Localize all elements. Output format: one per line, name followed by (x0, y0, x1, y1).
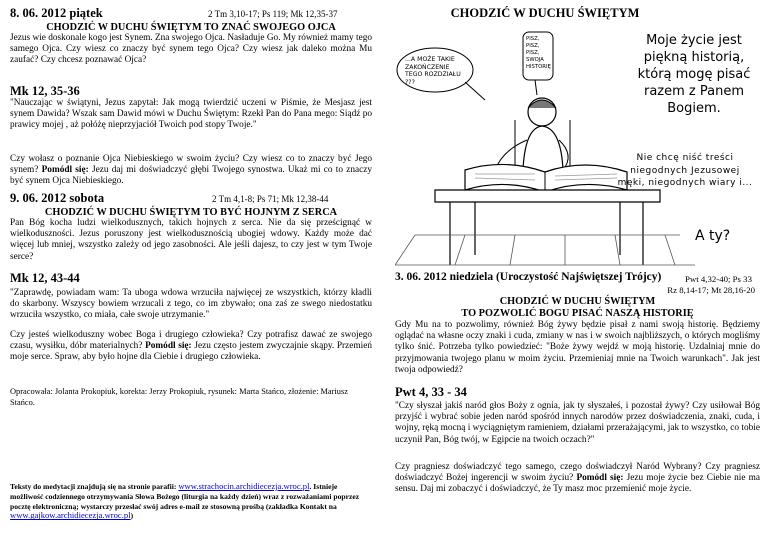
readings-saturday: 2 Tm 4,1-8; Ps 71; Mk 12,38-44 (212, 194, 329, 204)
reflection-saturday-text-b: Jezu często jestem zwyczajnie skąpy. Przemień moje serce. Spraw, aby było hojne dla Ciebie i drugiego człowieka. (10, 341, 372, 363)
handwritten-note-3: A ty? (695, 228, 731, 244)
illustration (395, 20, 760, 270)
pray-label-sunday: Pomódl się: (576, 473, 624, 484)
date-friday: 8. 06. 2012 piątek (10, 6, 103, 20)
quote-mk-12-35: "Nauczając w świątyni, Jezus zapytał: Jak mogą twierdzić uczeni w Piśmie, że Mesjasz jest synem Dawida? Wszak sam Dawid mówi w Duchu Świętym: Rzekł Pan do Pana mego: Siądź po prawicy mojej , aż połóżę nieprzyjaciół Twoich pod stopy Twoje." (10, 98, 372, 131)
footer-text-b: . Istnieje możliwość codziennego otrzymywania Słowa Bożego (liturgia na każdy dzień) wraz z rozważaniami poprzez pocztę elektroniczną; wystarczy przesłać swój adres e-mail ze stosowną prośbą (zakładka Kontakt na (10, 482, 360, 511)
title-friday: CHODZIĆ W DUCHU ŚWIĘTYM TO ZNAĆ SWOJEGO OJCA (46, 22, 336, 33)
handwritten-note-1: Moje życie jest piękną historią, którą mogę pisać razem z Panem Bogiem. (637, 33, 751, 116)
pray-label-friday: Pomódl się: (41, 165, 89, 176)
title-sunday-line1: CHODZIĆ W DUCHU ŚWIĘTYM (499, 296, 656, 307)
reflection-friday-text-b: Jezu daj mi doświadczyć głębi Twojego synostwa. Ukaż mi co to znaczy być synem Ojca Niebieskiego. (10, 165, 372, 187)
left-column (10, 0, 372, 543)
reflection-friday-text-a: Czy wołasz o poznanie Ojca Niebieskiego w swoim życiu? Czy wiesz co to znaczy być Jego synem? (10, 154, 372, 176)
reflection-friday (10, 154, 372, 188)
date-saturday: 9. 06. 2012 sobota (10, 191, 105, 205)
bubble-top-text: PISZ, PISZ, PISZ, SWOJA HISTORIĘ (526, 36, 551, 70)
heading-pwt-4-33: Pwt 4, 33 - 34 (395, 385, 467, 399)
intro-sunday: Gdy Mu na to pozwolimy, również Bóg żywy będzie pisał z nami swoją historię. Będziemy oglądać na własne oczy znaki i cuda, zmiany w nas i w swoich najbliższych, o których mogliśmy tylko śnić. Potrzeba tylko powiedzieć: "Boże żywy wejdź w moją historię. Uzdalniaj mnie do przyjmowania twojego planu w moim życiu. Przemieniaj mnie na Twoich warunkach". Jak jest twoja odpowiedź? (395, 320, 760, 375)
intro-saturday: Pan Bóg kocha ludzi wielkodusznych, takich hojnych z serca. Nie da się prześcignąć w wielkoduszności. Jezus poruszony jest wielkodusznością ubogiej wdowy. Każdy może dać więcej lub mniej, wszystko zależy od jego zasobności. Ale jeśli dajesz, to czy jest w tym Twoje serce? (10, 218, 372, 262)
pray-label-saturday: Pomódl się: (145, 341, 192, 352)
footer-note (10, 482, 372, 521)
title-sunday-line2: TO POZWOLIĆ BOGU PISAĆ NASZĄ HISTORIĘ (461, 308, 694, 319)
reflection-sunday-text-a: Czy pragniesz doświadczyć tego samego, czego doświadczył Naród Wybrany? Czy pragniesz doświadczyć Bożej ingerencji w swoim życiu? (395, 462, 760, 484)
page-title: CHODZIĆ W DUCHU ŚWIĘTYM (450, 6, 640, 20)
heading-mk-12-35: Mk 12, 35-36 (10, 84, 80, 98)
reflection-sunday-text-b: Jezu moje życie bez Ciebie nie ma sensu. Daj mi zobaczyć i doświadczyć, że Ty masz moc przemienić moje życie. (395, 473, 760, 495)
parish-link-gajkow[interactable]: www.gajkow.archidiecezja.wroc.pl (10, 510, 131, 521)
quote-mk-12-43: "Zaprawdę, powiadam wam: Ta uboga wdowa wrzuciła najwięcej ze wszystkich, którzy kładli do skarbony. Wszyscy bowiem wrzucali z tego, co im zbywało; ona zaś ze swego niedostatku wrzuciła wszystko, co miała, całe swoje utrzymanie." (10, 288, 372, 321)
bubble-left-text: ...A MOŻE TAKIE ZAKOŃCZENIE TEGO ROZDZIAŁU ??? (405, 56, 461, 86)
intro-friday: Jezus wie doskonale kogo jest Synem. Zna swojego Ojca. Nasładuje Go. My również mamy tego samego Ojca. Czy wiesz co znaczy być synem tego Ojca? Czy wiesz jak daleko można Mu zaufać? Czy chcesz poznawać Ojca? (10, 33, 372, 66)
readings-friday: 2 Tm 3,10-17; Ps 119; Mk 12,35-37 (208, 9, 338, 19)
reflection-saturday-text-a: Czy jesteś wielkoduszny wobec Boga i drugiego człowieka? Czy potrafisz dawać ze swojego czasu, wysiłku, dóbr materialnych? (10, 330, 372, 352)
quote-pwt-4-33: "Czy słyszał jakiś naród głos Boży z ognia, jak ty słyszałeś, i pozostał żywy? Czy usiłował Bóg przyjść i wybrać sobie jeden naród spośród innych narodów przez doświadczenia, znaki, cuda, i wojny, ręką mocną i wyciągniętym ramieniem, działami przerażającymi, jak to wszystko, co tobie uczynił Pan, Bóg twój, w Egipcie na twoich oczach?" (395, 401, 760, 445)
date-sunday: 3. 06. 2012 niedziela (Uroczystość Najświętszej Trójcy) (395, 271, 662, 283)
credits: Opracowała: Jolanta Prokopiuk, korekta: Jerzy Prokopiuk, rysunek: Marta Stańco, złożenie: Mariusz Stańco. (10, 387, 348, 407)
footer-text-a: Teksty do medytacji znajdują się na stronie parafii: (10, 482, 179, 491)
heading-mk-12-43: Mk 12, 43-44 (10, 271, 80, 285)
title-saturday: CHODZIĆ W DUCHU ŚWIĘTYM TO BYĆ HOJNYM Z SERCA (44, 207, 338, 218)
readings-sunday-b: Rz 8,14-17; Mt 28,16-20 (667, 285, 755, 295)
readings-sunday-a: Pwt 4,32-40; Ps 33 (685, 274, 752, 284)
right-column (395, 0, 760, 543)
parish-link-strachocin[interactable]: www.strachocin.archidiecezja.wroc.pl (178, 481, 310, 491)
handwritten-note-2: Nie chcę niść treści niegodnych Jezusowej męki, niegodnych wiary i... (617, 153, 753, 188)
reflection-saturday (10, 330, 372, 364)
footer-text-c: ) (130, 511, 134, 521)
reflection-sunday (395, 462, 760, 496)
